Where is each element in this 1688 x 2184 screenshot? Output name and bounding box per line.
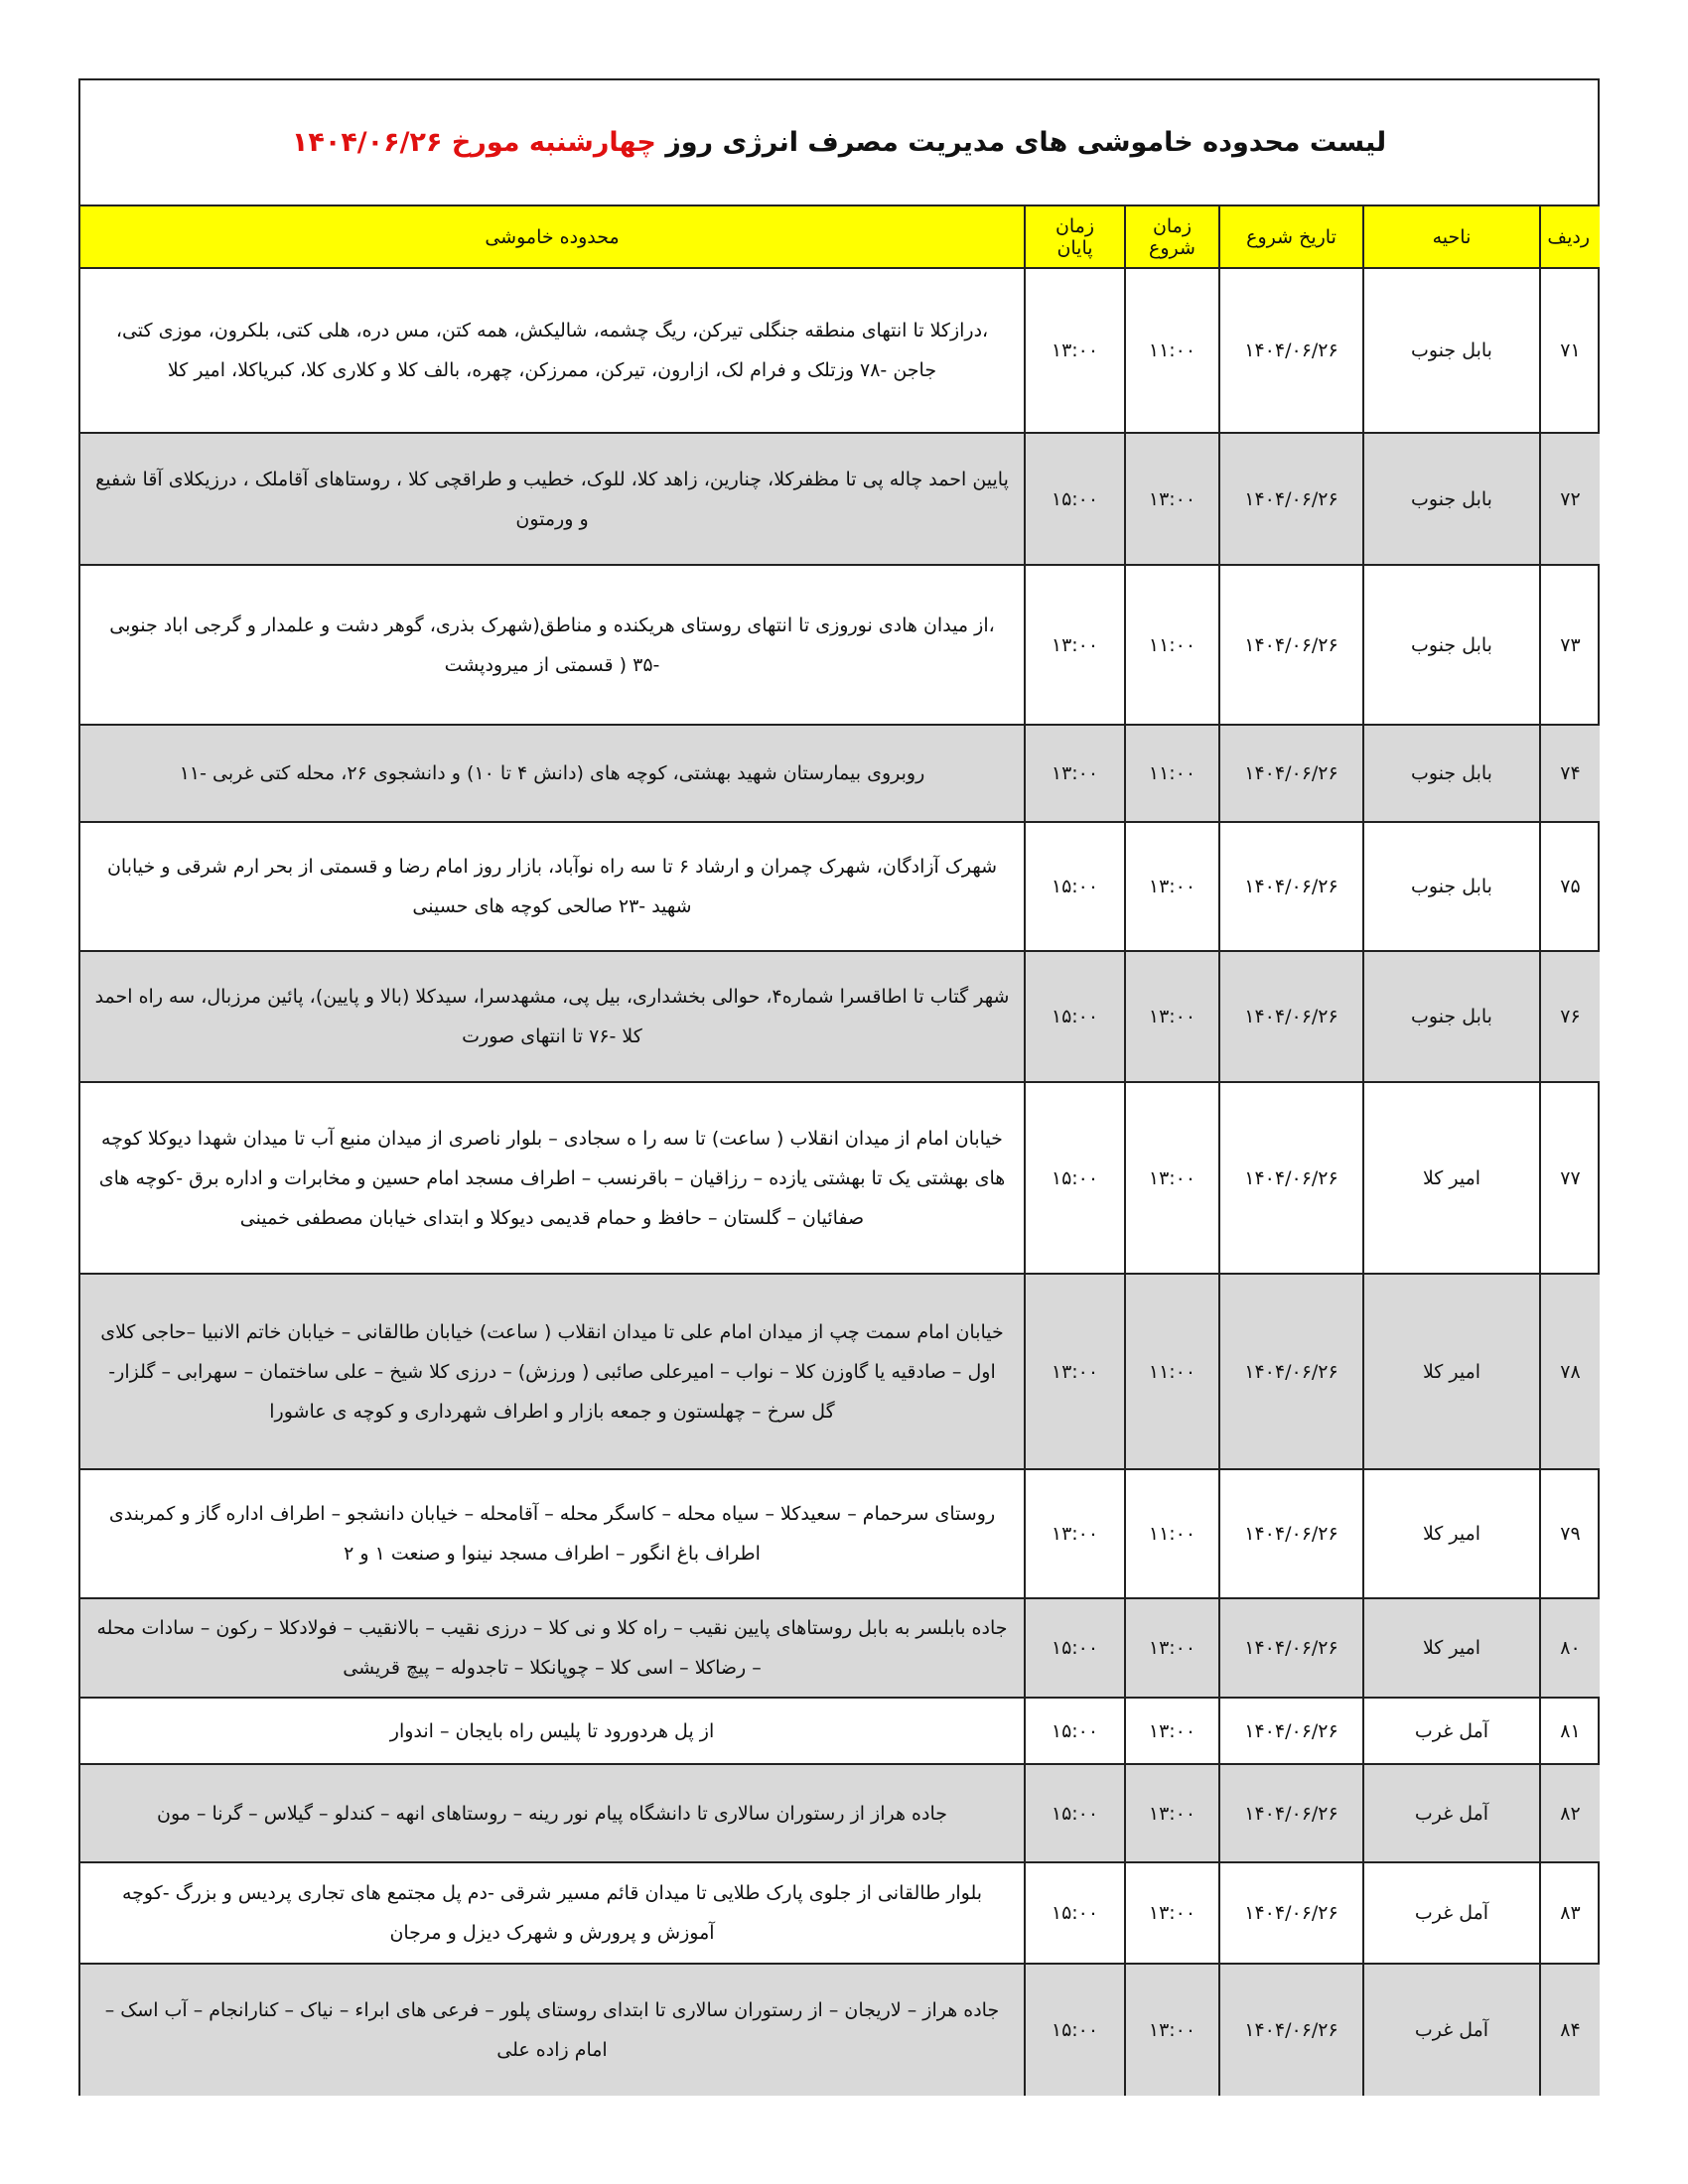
- cell-end-time: ۱۵:۰۰: [1025, 822, 1125, 951]
- cell-region: امیر کلا: [1363, 1274, 1540, 1469]
- cell-end-time: ۱۵:۰۰: [1025, 1698, 1125, 1764]
- cell-row-number: ۷۳: [1540, 565, 1600, 725]
- cell-end-time: ۱۳:۰۰: [1025, 565, 1125, 725]
- cell-region: آمل غرب: [1363, 1964, 1540, 2096]
- header-row-number: ردیف: [1540, 206, 1600, 268]
- cell-row-number: ۷۹: [1540, 1469, 1600, 1598]
- table-row: [80, 1964, 1600, 2096]
- cell-start-date: ۱۴۰۴/۰۶/۲۶: [1219, 1698, 1363, 1764]
- cell-outage-area: شهرک آزادگان، شهرک چمران و ارشاد ۶ تا سه راه نوآباد، بازار روز امام رضا و قسمتی از بحر ارم شرقی و خیابان شهید -۲۳ صالحی کوچه های حسینی: [80, 822, 1025, 951]
- cell-row-number: ۸۱: [1540, 1698, 1600, 1764]
- cell-row-number: ۸۳: [1540, 1862, 1600, 1964]
- cell-end-time: ۱۵:۰۰: [1025, 1964, 1125, 2096]
- header-outage-area: محدوده خاموشی: [80, 206, 1025, 268]
- cell-end-time: ۱۵:۰۰: [1025, 951, 1125, 1082]
- cell-outage-area: جاده بابلسر به بابل روستاهای پایین نقیب – راه کلا و نی کلا – درزی نقیب – بالانقیب – فولادکلا – رکون – سادات محله – رضاکلا – اسی کلا – چوپانکلا – تاجدوله – پیچ قریشی: [80, 1598, 1025, 1698]
- cell-row-number: ۸۴: [1540, 1964, 1600, 2096]
- table-row: [80, 1698, 1600, 1764]
- cell-end-time: ۱۵:۰۰: [1025, 433, 1125, 565]
- cell-outage-area: روبروی بیمارستان شهید بهشتی، کوچه های (دانش ۴ تا ۱۰) و دانشجوی ۲۶، محله کتی غربی -۱۱: [80, 725, 1025, 822]
- cell-end-time: ۱۵:۰۰: [1025, 1082, 1125, 1274]
- header-region: ناحیه: [1363, 206, 1540, 268]
- cell-outage-area: بلوار طالقانی از جلوی پارک طلایی تا میدان قائم مسیر شرقی -دم پل مجتمع های تجاری پردیس و بزرگ -کوچه آموزش و پرورش و شهرک دیزل و مرجان: [80, 1862, 1025, 1964]
- cell-start-time: ۱۱:۰۰: [1125, 725, 1219, 822]
- cell-start-date: ۱۴۰۴/۰۶/۲۶: [1219, 1598, 1363, 1698]
- cell-start-time: ۱۱:۰۰: [1125, 1469, 1219, 1598]
- cell-start-date: ۱۴۰۴/۰۶/۲۶: [1219, 1469, 1363, 1598]
- cell-row-number: ۷۲: [1540, 433, 1600, 565]
- table-row: [80, 1862, 1600, 1964]
- table-row: [80, 1764, 1600, 1862]
- cell-start-date: ۱۴۰۴/۰۶/۲۶: [1219, 433, 1363, 565]
- cell-start-time: ۱۳:۰۰: [1125, 1964, 1219, 2096]
- cell-start-date: ۱۴۰۴/۰۶/۲۶: [1219, 1764, 1363, 1862]
- cell-outage-area: پایین احمد چاله پی تا مظفرکلا، چنارین، زاهد کلا، للوک، خطیب و طراقچی کلا ، روستاهای آقاملک ، درزیکلای آقا شفیع و ورمتون: [80, 433, 1025, 565]
- table-row: [80, 433, 1600, 565]
- document-sheet: [78, 78, 1600, 2096]
- cell-region: بابل جنوب: [1363, 565, 1540, 725]
- cell-start-time: ۱۳:۰۰: [1125, 1698, 1219, 1764]
- cell-start-time: ۱۳:۰۰: [1125, 1598, 1219, 1698]
- table-header-row: [80, 206, 1600, 268]
- cell-outage-area: ،درازکلا تا انتهای منطقه جنگلی تیرکن، ریگ چشمه، شالیکش، همه کتن، مس دره، هلی کتی، بلکرون، موزی کتی، جاجن -۷۸ وزتلک و فرام لک، ازارون، تیرکن، ممرزکن، چهره، بالف کلا و کلاری کلا، کبریاکلا، امیر کلا: [80, 268, 1025, 433]
- cell-row-number: ۷۷: [1540, 1082, 1600, 1274]
- cell-start-date: ۱۴۰۴/۰۶/۲۶: [1219, 725, 1363, 822]
- cell-region: امیر کلا: [1363, 1469, 1540, 1598]
- table-row: [80, 1469, 1600, 1598]
- table-row: [80, 1598, 1600, 1698]
- cell-region: آمل غرب: [1363, 1764, 1540, 1862]
- page-title: [80, 80, 1598, 206]
- cell-outage-area: جاده هراز – لاریجان – از رستوران سالاری تا ابتدای روستای پلور – فرعی های ابراء – نیاک – کنارانجام – آب اسک – امام زاده علی: [80, 1964, 1025, 2096]
- cell-region: بابل جنوب: [1363, 433, 1540, 565]
- cell-region: بابل جنوب: [1363, 822, 1540, 951]
- cell-start-time: ۱۱:۰۰: [1125, 1274, 1219, 1469]
- table-row: [80, 951, 1600, 1082]
- header-end-time: زمان پایان: [1025, 206, 1125, 268]
- cell-outage-area: خیابان امام سمت چپ از میدان امام علی تا میدان انقلاب ( ساعت) خیابان طالقانی – خیابان خاتم الانبیا –حاجی کلای اول – صادقیه یا گاوزن کلا – نواب – امیرعلی صائبی ( ورزش) – درزی کلا شیخ – علی ساختمان – سهرابی – گلزار- گل سرخ – چهلستون و جمعه بازار و اطراف شهرداری و کوچه ی عاشورا: [80, 1274, 1025, 1469]
- cell-row-number: ۷۴: [1540, 725, 1600, 822]
- table-row: [80, 1082, 1600, 1274]
- cell-end-time: ۱۳:۰۰: [1025, 1274, 1125, 1469]
- cell-region: آمل غرب: [1363, 1862, 1540, 1964]
- cell-outage-area: شهر گتاب تا اطاقسرا شماره۴، حوالی بخشداری، بیل پی، مشهدسرا، سیدکلا (بالا و پایین)، پائین مرزبال، سه راه احمد کلا -۷۶ تا انتهای صورت: [80, 951, 1025, 1082]
- cell-end-time: ۱۵:۰۰: [1025, 1598, 1125, 1698]
- cell-start-time: ۱۳:۰۰: [1125, 822, 1219, 951]
- cell-row-number: ۷۵: [1540, 822, 1600, 951]
- cell-row-number: ۸۰: [1540, 1598, 1600, 1698]
- cell-region: امیر کلا: [1363, 1082, 1540, 1274]
- title-prefix: لیست محدوده خاموشی های مدیریت مصرف انرژی روز: [665, 127, 1387, 158]
- cell-outage-area: روستای سرحمام – سعیدکلا – سیاه محله – کاسگر محله – آقامحله – خیابان دانشجو – اطراف اداره گاز و کمربندی اطراف باغ انگور – اطراف مسجد نینوا و صنعت ۱ و ۲: [80, 1469, 1025, 1598]
- table-row: [80, 1274, 1600, 1469]
- cell-row-number: ۷۶: [1540, 951, 1600, 1082]
- cell-end-time: ۱۵:۰۰: [1025, 1862, 1125, 1964]
- cell-end-time: ۱۳:۰۰: [1025, 268, 1125, 433]
- title-date-highlight: چهارشنبه مورخ ۱۴۰۴/۰۶/۲۶: [291, 127, 656, 158]
- cell-region: بابل جنوب: [1363, 951, 1540, 1082]
- cell-start-date: ۱۴۰۴/۰۶/۲۶: [1219, 268, 1363, 433]
- cell-end-time: ۱۳:۰۰: [1025, 725, 1125, 822]
- table-row: [80, 268, 1600, 433]
- cell-end-time: ۱۳:۰۰: [1025, 1469, 1125, 1598]
- cell-outage-area: جاده هراز از رستوران سالاری تا دانشگاه پیام نور رینه – روستاهای انهه – کندلو – گیلاس – گرنا – مون: [80, 1764, 1025, 1862]
- cell-start-time: ۱۳:۰۰: [1125, 433, 1219, 565]
- outage-table: [80, 206, 1600, 2096]
- header-start-time: زمان شروع: [1125, 206, 1219, 268]
- cell-start-time: ۱۳:۰۰: [1125, 1764, 1219, 1862]
- cell-start-time: ۱۳:۰۰: [1125, 951, 1219, 1082]
- cell-start-date: ۱۴۰۴/۰۶/۲۶: [1219, 1274, 1363, 1469]
- cell-row-number: ۷۱: [1540, 268, 1600, 433]
- cell-region: بابل جنوب: [1363, 725, 1540, 822]
- cell-start-time: ۱۳:۰۰: [1125, 1082, 1219, 1274]
- cell-start-time: ۱۱:۰۰: [1125, 565, 1219, 725]
- cell-start-date: ۱۴۰۴/۰۶/۲۶: [1219, 822, 1363, 951]
- cell-row-number: ۸۲: [1540, 1764, 1600, 1862]
- table-row: [80, 565, 1600, 725]
- cell-outage-area: از پل هردورود تا پلیس راه بایجان – اندوار: [80, 1698, 1025, 1764]
- cell-outage-area: خیابان امام از میدان انقلاب ( ساعت) تا سه را ه سجادی – بلوار ناصری از میدان منبع آب تا میدان شهدا دیوکلا کوچه های بهشتی یک تا بهشتی یازده – رزاقیان – باقرنسب – اطراف مسجد امام حسین و مخابرات و اداره برق -کوچه های صفائیان – گلستان – حافظ و حمام قدیمی دیوکلا و ابتدای خیابان مصطفی خمینی: [80, 1082, 1025, 1274]
- cell-end-time: ۱۵:۰۰: [1025, 1764, 1125, 1862]
- cell-row-number: ۷۸: [1540, 1274, 1600, 1469]
- cell-region: بابل جنوب: [1363, 268, 1540, 433]
- cell-start-date: ۱۴۰۴/۰۶/۲۶: [1219, 565, 1363, 725]
- table-row: [80, 822, 1600, 951]
- cell-start-date: ۱۴۰۴/۰۶/۲۶: [1219, 1964, 1363, 2096]
- table-row: [80, 725, 1600, 822]
- cell-start-date: ۱۴۰۴/۰۶/۲۶: [1219, 1082, 1363, 1274]
- cell-start-date: ۱۴۰۴/۰۶/۲۶: [1219, 1862, 1363, 1964]
- header-start-date: تاریخ شروع: [1219, 206, 1363, 268]
- cell-start-time: ۱۱:۰۰: [1125, 268, 1219, 433]
- cell-start-time: ۱۳:۰۰: [1125, 1862, 1219, 1964]
- cell-region: آمل غرب: [1363, 1698, 1540, 1764]
- cell-outage-area: ،از میدان هادی نوروزی تا انتهای روستای هریکنده و مناطق(شهرک بذری، گوهر دشت و علمدار و گرجی اباد جنوبی -۳۵ ( قسمتی از میرودپشت: [80, 565, 1025, 725]
- cell-start-date: ۱۴۰۴/۰۶/۲۶: [1219, 951, 1363, 1082]
- cell-region: امیر کلا: [1363, 1598, 1540, 1698]
